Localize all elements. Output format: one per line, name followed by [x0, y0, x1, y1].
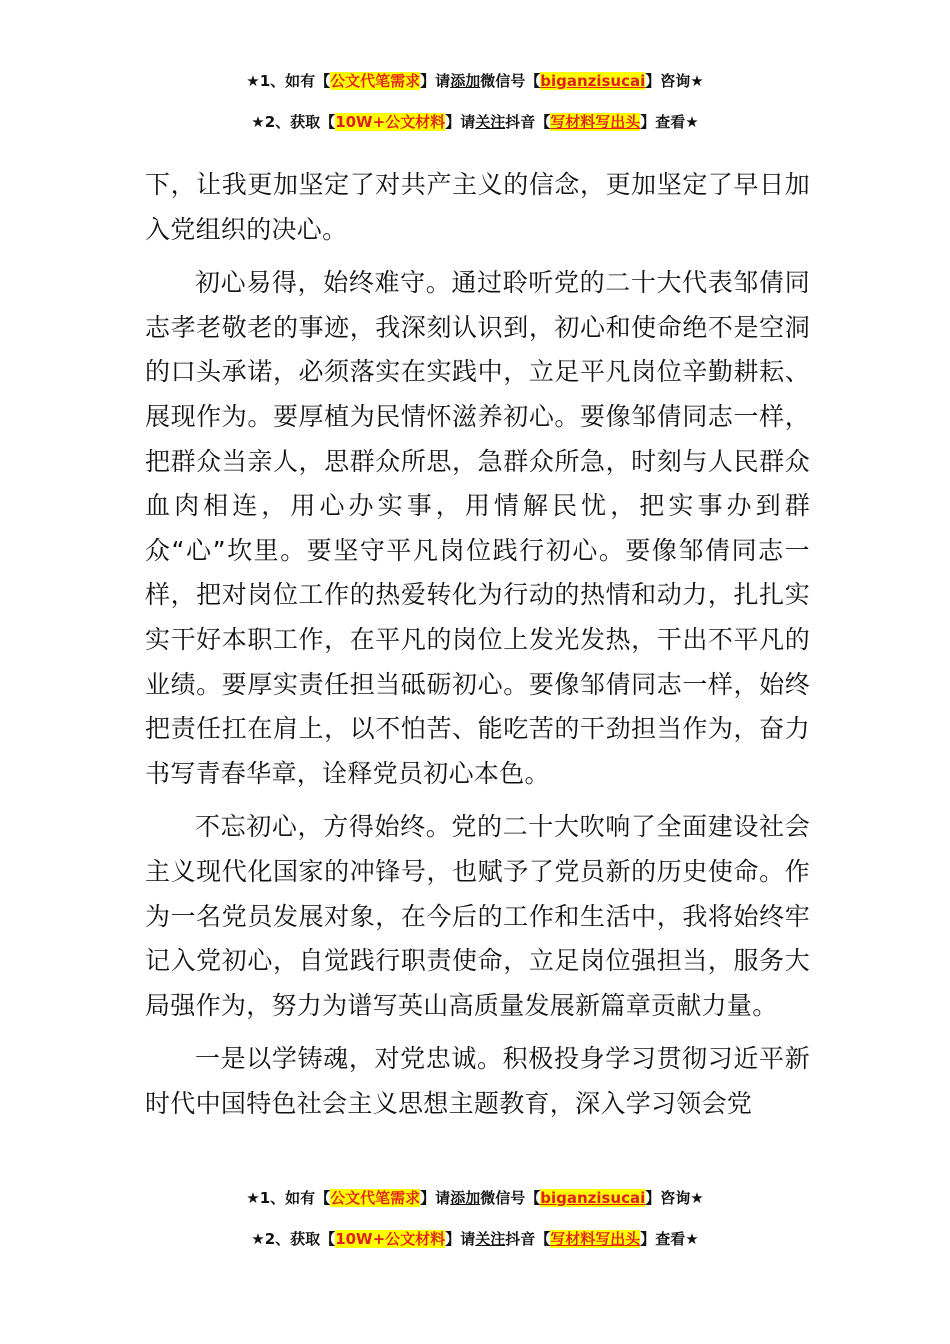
header1-underlined-add: 添加 — [450, 72, 481, 90]
header2-text-a: ★2、获取【 — [251, 113, 336, 131]
header1-text-c: 】请 — [420, 72, 451, 90]
header1-text-a: ★1、如有【 — [246, 72, 331, 90]
header2-underlined-follow: 关注 — [475, 113, 506, 131]
header2-text-g: 】查看★ — [640, 113, 699, 131]
header1-wechat-id: biganzisucai — [540, 72, 646, 90]
footer1-text-g: 】咨询★ — [645, 1189, 704, 1207]
footer1-underlined-add: 添加 — [450, 1189, 481, 1207]
footer2-highlight-materials: 10W+公文材料 — [335, 1230, 446, 1248]
header1-highlight-service: 公文代笔需求 — [330, 72, 421, 90]
footer2-text-c: 】请 — [445, 1230, 476, 1248]
footer2-underlined-follow: 关注 — [475, 1230, 506, 1248]
footer2-text-g: 】查看★ — [640, 1230, 699, 1248]
header2-text-c: 】请 — [445, 113, 476, 131]
paragraph-1: 下，让我更加坚定了对共产主义的信念，更加坚定了早日加入党组织的决心。 — [145, 170, 810, 244]
footer1-text-e: 微信号【 — [480, 1189, 541, 1207]
document-body — [145, 163, 810, 1126]
footer2-text-a: ★2、获取【 — [251, 1230, 336, 1248]
footer1-text-a: ★1、如有【 — [246, 1189, 331, 1207]
paragraph-2: 初心易得，始终难守。通过聆听党的二十大代表邹倩同志孝老敬老的事迹，我深刻认识到，初心和使命绝不是空洞的口头承诺，必须落实在实践中，立足平凡岗位辛勤耕耘、展现作为。要厚植为民情怀滋养初心。要像邹倩同志一样，把群众当亲人，思群众所思，急群众所急，时刻与人民群众血肉相连，用心办实事，用情解民忧，把实事办到群众“心”坎里。要坚守平凡岗位践行初心。要像邹倩同志一样，把对岗位工作的热爱转化为行动的热情和动力，扎扎实实干好本职工作，在平凡的岗位上发光发热，干出不平凡的业绩。要厚实责任担当砥砺初心。要像邹倩同志一样，始终把责任扛在肩上，以不怕苦、能吃苦的干劲担当作为，奋力书写青春华章，诠释党员初心本色。 — [145, 268, 810, 788]
header2-highlight-materials: 10W+公文材料 — [335, 113, 446, 131]
header2-douyin-account: 写材料写出头 — [550, 113, 641, 131]
header-notice-line-2 — [0, 112, 950, 132]
header-notice-line-1 — [0, 71, 950, 91]
header1-text-e: 微信号【 — [480, 72, 541, 90]
footer-notice-line-2 — [0, 1229, 950, 1249]
footer1-text-c: 】请 — [420, 1189, 451, 1207]
header2-text-e: 抖音【 — [505, 113, 551, 131]
footer1-highlight-service: 公文代笔需求 — [330, 1189, 421, 1207]
footer2-text-e: 抖音【 — [505, 1230, 551, 1248]
paragraph-4: 一是以学铸魂，对党忠诚。积极投身学习贯彻习近平新时代中国特色社会主义思想主题教育，深入学习领会党 — [145, 1044, 810, 1118]
footer-notice-line-1 — [0, 1188, 950, 1208]
footer2-douyin-account: 写材料写出头 — [550, 1230, 641, 1248]
header1-text-g: 】咨询★ — [645, 72, 704, 90]
paragraph-3: 不忘初心，方得始终。党的二十大吹响了全面建设社会主义现代化国家的冲锋号，也赋予了党员新的历史使命。作为一名党员发展对象，在今后的工作和生活中，我将始终牢记入党初心，自觉践行职责使命，立足岗位强担当，服务大局强作为，努力为谱写英山高质量发展新篇章贡献力量。 — [145, 812, 810, 1020]
footer1-wechat-id: biganzisucai — [540, 1189, 646, 1207]
